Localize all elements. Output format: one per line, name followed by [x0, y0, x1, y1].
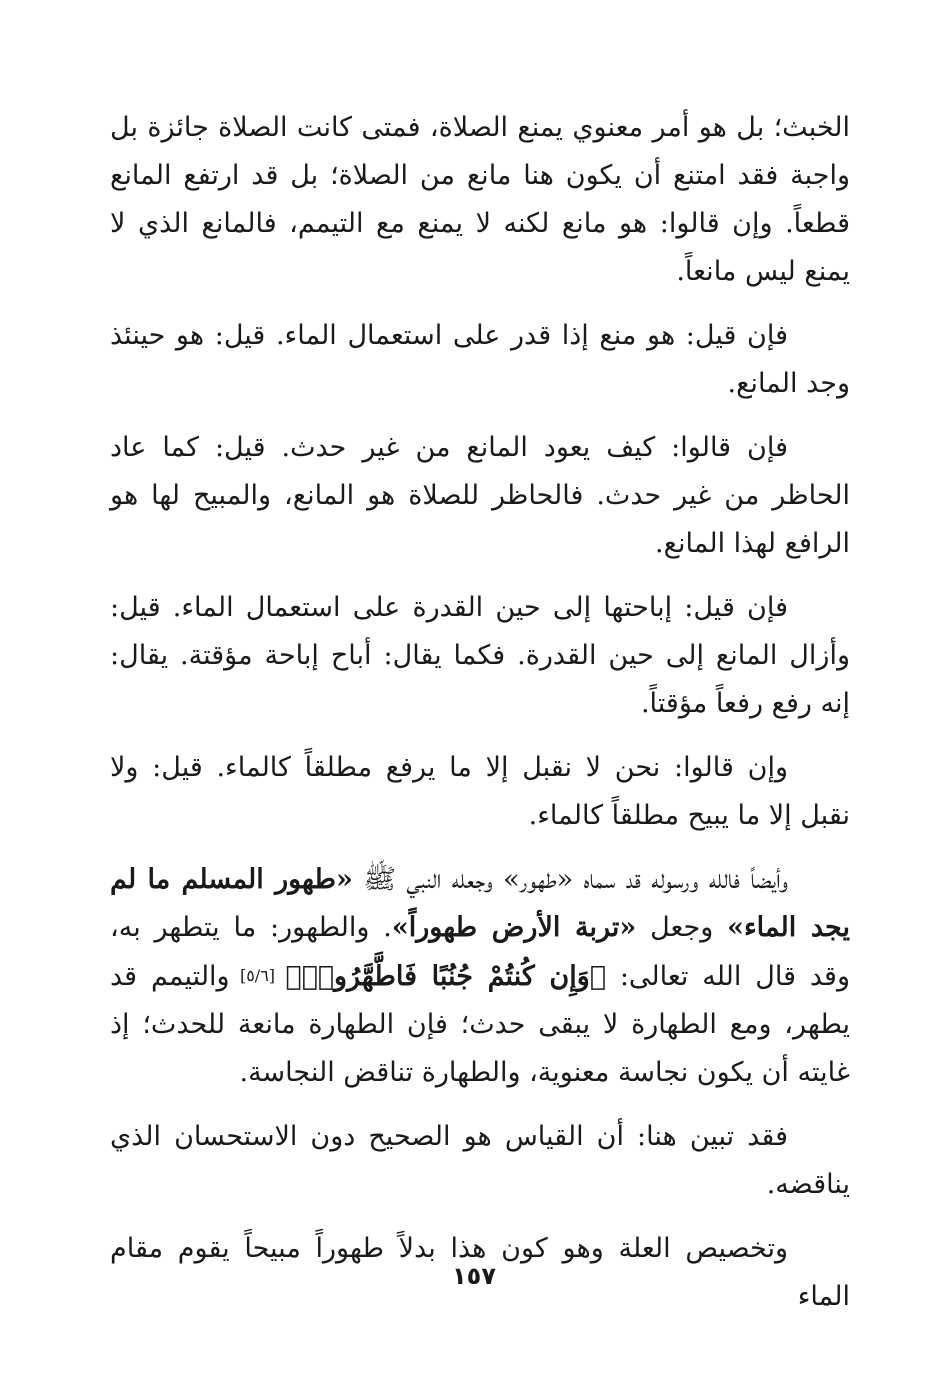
verse-reference: [٥/٦] [229, 966, 286, 985]
text-segment: وأيضاً فالله ورسوله قد سماه «طهور» وجعله النبي ﷺ [352, 864, 789, 895]
text-segment: وإن قالوا: نحن لا نقبل إلا ما يرفع مطلقاً كالماء. قيل: ولا نقبل إلا ما يبيح مطلقاً كالماء. [110, 752, 850, 831]
paragraph-p7 [110, 1113, 850, 1209]
page-number: ١٥٧ [452, 1262, 496, 1290]
text-segment: والتيمم قد يطهر، ومع الطهارة لا يبقى حدث؛ فإن الطهارة مانعة للحدث؛ إذ غايته أن يكون نجاسة معنوية، والطهارة تناقض النجاسة. [110, 961, 850, 1088]
text-segment: فإن قيل: إباحتها إلى حين القدرة على استعمال الماء. قيل: وأزال المانع إلى حين القدرة. فكما يقال: أباح إباحة مؤقتة. يقال: إنه رفع رفعاً مؤقتاً. [110, 592, 850, 719]
text-segment: فقد تبين هنا: أن القياس هو الصحيح دون الاستحسان الذي يناقضه. [110, 1121, 850, 1200]
emphasized-text: ﴿وَإِن كُنتُمْ جُنُبًا فَاطَّهَّرُوا۟﴾ [285, 961, 606, 992]
paragraph-p6 [110, 856, 850, 1097]
paragraph-p1 [110, 104, 850, 296]
paragraph-p4 [110, 584, 850, 728]
paragraph-p3 [110, 424, 850, 568]
emphasized-text: «تربة الأرض طهوراً» [391, 912, 637, 943]
text-segment: الخبث؛ بل هو أمر معنوي يمنع الصلاة، فمتى كانت الصلاة جائزة بل واجبة فقد امتنع أن يكون هنا مانع من الصلاة؛ بل قد ارتفع المانع قطعاً. وإن قالوا: هو مانع لكنه لا يمنع مع التيمم، فالمانع الذي لا يمنع ليس مانعاً. [110, 112, 850, 287]
text-segment: فإن قالوا: كيف يعود المانع من غير حدث. قيل: كما عاد الحاظر من غير حدث. فالحاظر للصلاة هو المانع، والمبيح لها هو الرافع لهذا المانع. [110, 432, 850, 559]
text-segment: وجعل [636, 912, 728, 943]
paragraph-p5 [110, 744, 850, 840]
text-segment: فإن قيل: هو منع إذا قدر على استعمال الماء. قيل: هو حينئذ وجد المانع. [110, 320, 850, 399]
paragraph-p2 [110, 312, 850, 408]
text-segment: . والطهور: ما يتطهر به، وقد قال الله تعالى: [110, 912, 851, 992]
emphasized-text: «طهور المسلم ما لم يجد الماء» [110, 864, 850, 943]
text-segment: وتخصيص العلة وهو كون هذا بدلاً طهوراً مبيحاً يقوم مقام الماء [110, 1233, 850, 1312]
body-text [110, 104, 850, 1337]
